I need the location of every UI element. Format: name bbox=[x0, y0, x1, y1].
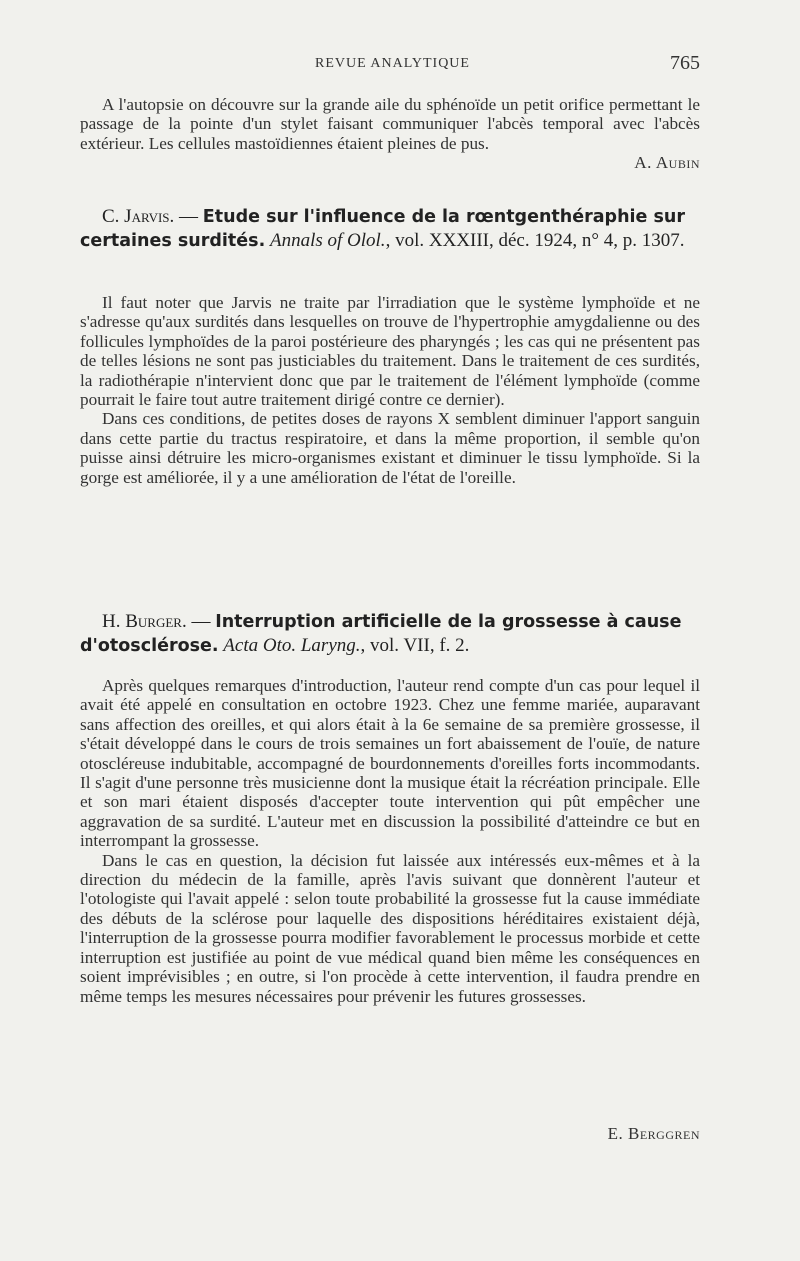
article-3-journal: Acta Oto. Laryng. bbox=[223, 635, 361, 656]
article-3-paragraph-2: Dans le cas en question, la décision fut laissée aux intéressés eux-mêmes et à la direction du médecin de la famille, après l'avis suivant que donnèrent l'auteur et l'otologiste qui l'avait appelé : selon toute probabilité la grossesse fut la cause immédiate des débuts de la sclérose pour laquelle des dispositions héréditaires existaient déjà, l'interruption de la grossesse pourra modifier favorablement le processus morbide et cette interruption est justifiée au point de vue médical quand bien même les conséquences en soient imprévisibles ; en outre, si l'on procède à cette intervention, il faudra prendre en même temps les mesures nécessaires pour prévenir les futures grossesses. bbox=[80, 850, 700, 1006]
article-2-heading bbox=[80, 205, 700, 253]
article-2-paragraph-1: Il faut noter que Jarvis ne traite par l'irradiation que le système lymphoïde et ne s'adresse qu'aux surdités dans lesquelles on trouve de l'hypertrophie amygdalienne ou des follicules lymphoïdes de la paroi postérieure des pharyngés ; les cas qui ne présentent pas de telles lésions ne sont pas justiciables du traitement. Dans le traitement de ces surdités, la radiothérapie n'intervient donc que par le traitement de l'élément lymphoïde (comme pourrait le faire tout autre traitement dirigé contre ce dernier). bbox=[80, 293, 700, 410]
article-3-dash: — bbox=[186, 611, 216, 632]
article-2-author: C. Jarvis. bbox=[102, 206, 175, 227]
article-3-reference: , vol. VII, f. 2. bbox=[360, 635, 470, 656]
article-3-paragraph-1: Après quelques remarques d'introduction, l'auteur rend compte d'un cas pour lequel il avait été appelé en consultation en octobre 1923. Chez une femme mariée, auparavant sans affection des oreilles, et qui alors était à la 6e semaine de sa première grossesse, il s'était développé dans le cours de trois semaines un fort abaissement de l'ouïe, de nature otoscléreuse indubitable, accompagné de bourdonnements d'oreilles forts incommodants. Il s'agit d'une personne très musicienne dont la musique était la récréation principale. Elle et son mari étaient disposés d'accepter toute intervention qui pût empêcher une aggravation de sa surdité. L'auteur met en discussion la possibilité d'atteindre ce but en interrompant la grossesse. bbox=[80, 676, 700, 851]
article-2-reference: , vol. XXXIII, déc. 1924, n° 4, p. 1307. bbox=[385, 230, 685, 251]
article-3-signature: E. Berggren bbox=[607, 1124, 700, 1143]
article-2-paragraph-2: Dans ces conditions, de petites doses de rayons X semblent diminuer l'apport sanguin dans cette partie du tractus respiratoire, et dans la même proportion, il semble qu'on puisse ainsi détruire les micro-organismes existant et diminuer le tissu lymphoïde. Si la gorge est améliorée, il y a une amélioration de l'état de l'oreille. bbox=[80, 409, 700, 487]
article-2-body bbox=[80, 293, 700, 487]
running-title: REVUE ANALYTIQUE bbox=[315, 56, 470, 71]
page-number: 765 bbox=[670, 52, 700, 74]
article-3-heading bbox=[80, 610, 700, 658]
article-3-title: Interruption artificielle de la grossesse à cause d'otosclérose. bbox=[80, 612, 682, 656]
article-1-signature: A. Aubin bbox=[634, 153, 700, 173]
article-3-author: H. Burger. bbox=[102, 611, 187, 632]
article-1 bbox=[80, 95, 700, 173]
article-1-paragraph: A l'autopsie on découvre sur la grande aile du sphénoïde un petit orifice permettant le passage de la pointe d'un stylet faisant communiquer l'abcès temporal avec l'abcès extérieur. Les cellules mastoïdiennes étaient pleines de pus. bbox=[80, 95, 700, 153]
article-2-dash: — bbox=[174, 206, 203, 227]
article-3-body bbox=[80, 676, 700, 1006]
article-2-title: Etude sur l'influence de la rœntgenthéraphie sur certaines surdités. bbox=[80, 207, 685, 251]
article-2-journal: Annals of Olol. bbox=[269, 230, 386, 251]
